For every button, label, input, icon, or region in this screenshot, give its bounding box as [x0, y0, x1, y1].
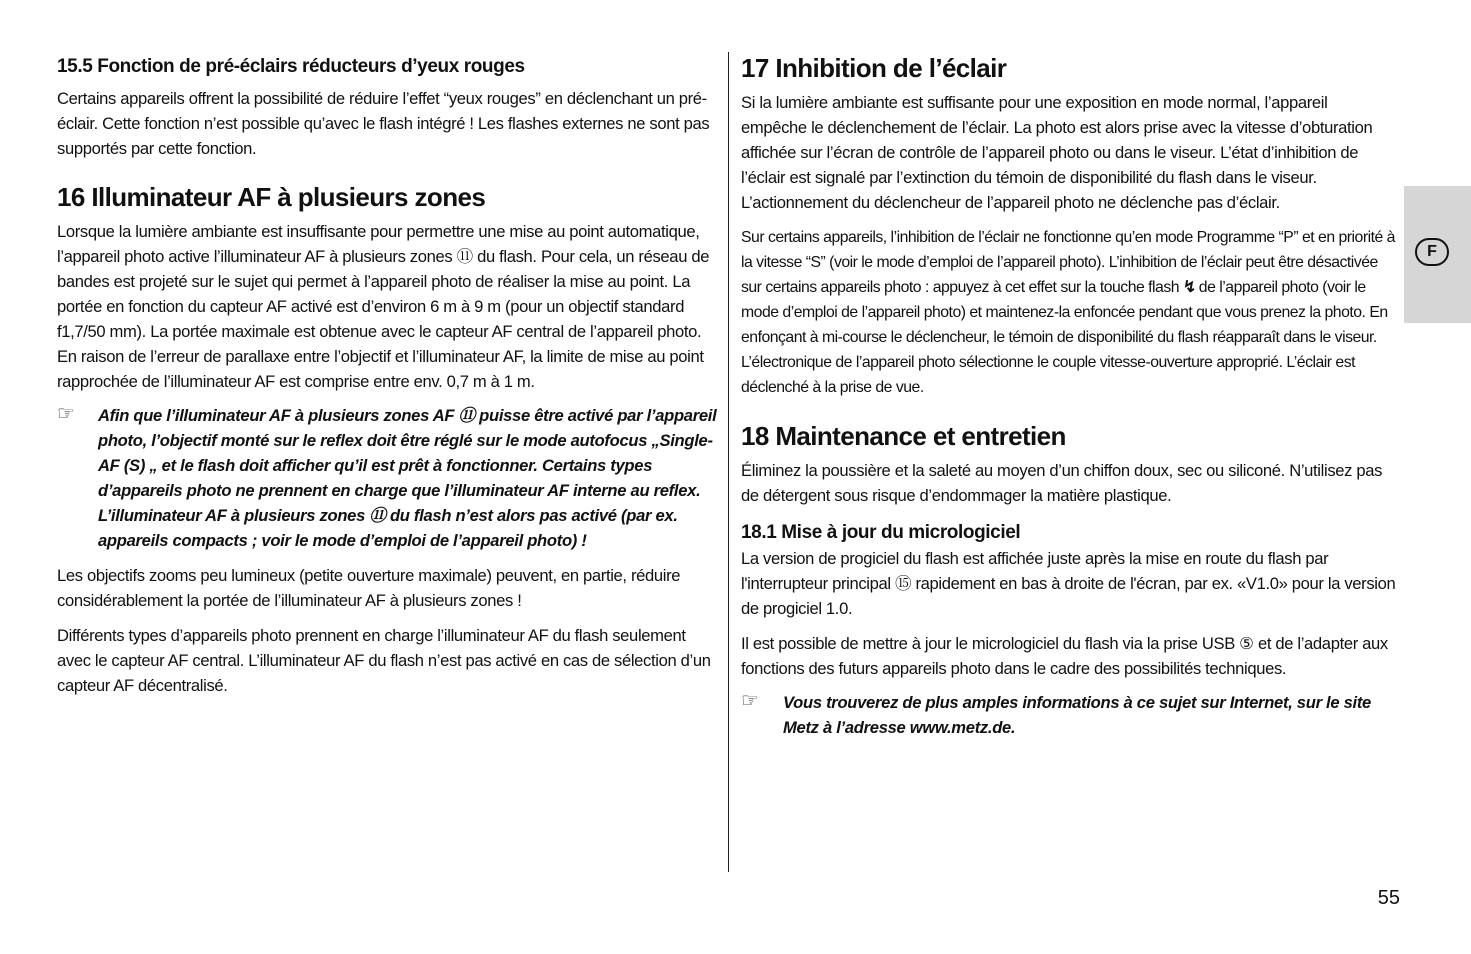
section-18-1-note [741, 690, 1397, 740]
pointing-hand-icon: ☞ [57, 403, 75, 425]
right-column [741, 52, 1397, 740]
page-number: 55 [1377, 887, 1400, 909]
left-column [57, 52, 717, 698]
section-16-heading: 16 Illuminateur AF à plusieurs zones [57, 182, 486, 212]
section-16-note [57, 403, 717, 553]
section-18-1-paragraph-1: La version de progiciel du flash est affichée juste après la mise en route du flash par l'interrupteur principal ⑮ rapidement en bas à droite de l'écran, par ex. «V1.0» pour la version de progiciel 1.0. [741, 549, 1396, 618]
section-18-1-note-text: Vous trouverez de plus amples informations à ce sujet sur Internet, sur le site Metz à l’adresse www.metz.de. [783, 693, 1371, 737]
section-17-paragraph-2 [741, 225, 1397, 400]
flash-icon: ↯ [1182, 279, 1196, 296]
section-18-paragraph: Éliminez la poussière et la saleté au moyen d’un chiffon doux, sec ou siliconé. N’utilisez pas de détergent sous risque d’endommager la matière plastique. [741, 461, 1383, 505]
section-17-paragraph-1: Si la lumière ambiante est suffisante pour une exposition en mode normal, l’appareil empêche le déclenchement de l’éclair. La photo est alors prise avec la vitesse d’obturation affichée sur l’écran de contrôle de l’appareil photo ou dans le viseur. L’état d’inhibition de l’éclair est signalé par l’extinction du témoin de disponibilité du flash dans le viseur. L’actionnement du déclencheur de l’appareil photo ne déclenche pas d’éclair. [741, 93, 1373, 212]
section-16-note-text: Afin que l’illuminateur AF à plusieurs zones AF ⑪ puisse être activé par l’appareil photo, l’objectif monté sur le reflex doit être réglé sur le mode autofocus „Single-AF (S) „ et le flash doit afficher qu’il est prêt à fonctionner. Certains types d’appareils photo ne prennent en charge que l’illuminateur AF interne au reflex. L’illuminateur AF à plusieurs zones ⑪ du flash n’est alors pas activé (par ex. appareils compacts ; voir le mode d’emploi de l’appareil photo) ! [98, 406, 717, 550]
section-17-heading: 17 Inhibition de l’éclair [741, 53, 1007, 83]
section-16-paragraph-1: Lorsque la lumière ambiante est insuffisante pour permettre une mise au point automatique, l’appareil photo active l’illuminateur AF à plusieurs zones ⑪ du flash. Pour cela, un réseau de bandes est projeté sur le sujet qui permet à l’appareil photo de réaliser la mise au point. La portée en fonction du capteur AF activé est d’environ 6 m à 9 m (pour un objectif standard f1,7/50 mm). La portée maximale est obtenue avec le capteur AF central de l’appareil photo. En raison de l’erreur de parallaxe entre l’objectif et l’illuminateur AF, la limite de mise au point rapprochée de l’illuminateur AF est comprise entre env. 0,7 m à 1 m. [57, 222, 710, 391]
section-16-paragraph-2: Les objectifs zooms peu lumineux (petite ouverture maximale) peuvent, en partie, réduire considérablement la portée de l’illuminateur AF à plusieurs zones ! [57, 566, 681, 610]
section-18-1-heading: 18.1 Mise à jour du micrologiciel [741, 522, 1021, 543]
column-divider [728, 52, 729, 872]
section-15-5-heading: 15.5 Fonction de pré-éclairs réducteurs d’yeux rouges [57, 56, 525, 77]
language-tab-letter: F [1415, 238, 1449, 266]
section-15-5-paragraph: Certains appareils offrent la possibilité de réduire l’effet “yeux rouges” en déclenchant un pré-éclair. Cette fonction n’est possible qu’avec le flash intégré ! Les flashes externes ne sont pas supportés par cette fonction. [57, 89, 710, 158]
language-tab [1404, 186, 1471, 323]
section-17-paragraph-2-part-b: de l’appareil photo (voir le mode d’emploi de l’appareil photo) et maintenez-la enfoncée pendant que vous prenez la photo. En enfonçant à mi-course le déclencheur, le témoin de disponibilité du flash réapparaît dans le viseur. L’électronique de l’appareil photo sélectionne le couple vitesse-ouverture approprié. L’éclair est déclenché à la prise de vue. [741, 279, 1388, 396]
section-18-heading: 18 Maintenance et entretien [741, 421, 1066, 451]
pointing-hand-icon: ☞ [741, 690, 759, 712]
section-18-1-paragraph-2: Il est possible de mettre à jour le micrologiciel du flash via la prise USB ⑤ et de l’adapter aux fonctions des futurs appareils photo dans le cadre des possibilités techniques. [741, 634, 1388, 678]
section-16-paragraph-3: Différents types d’appareils photo prennent en charge l’illuminateur AF du flash seulement avec le capteur AF central. L’illuminateur AF du flash n’est pas activé en cas de sélection d’un capteur AF décentralisé. [57, 626, 711, 695]
section-17-paragraph-2-part-a: Sur certains appareils, l’inhibition de l’éclair ne fonctionne qu’en mode Programme “P” et en priorité à la vitesse “S” (voir le mode d’emploi de l’appareil photo). L’inhibition de l’éclair peut être désactivée sur certains appareils photo : appuyez à cet effet sur la touche flash [741, 229, 1395, 296]
